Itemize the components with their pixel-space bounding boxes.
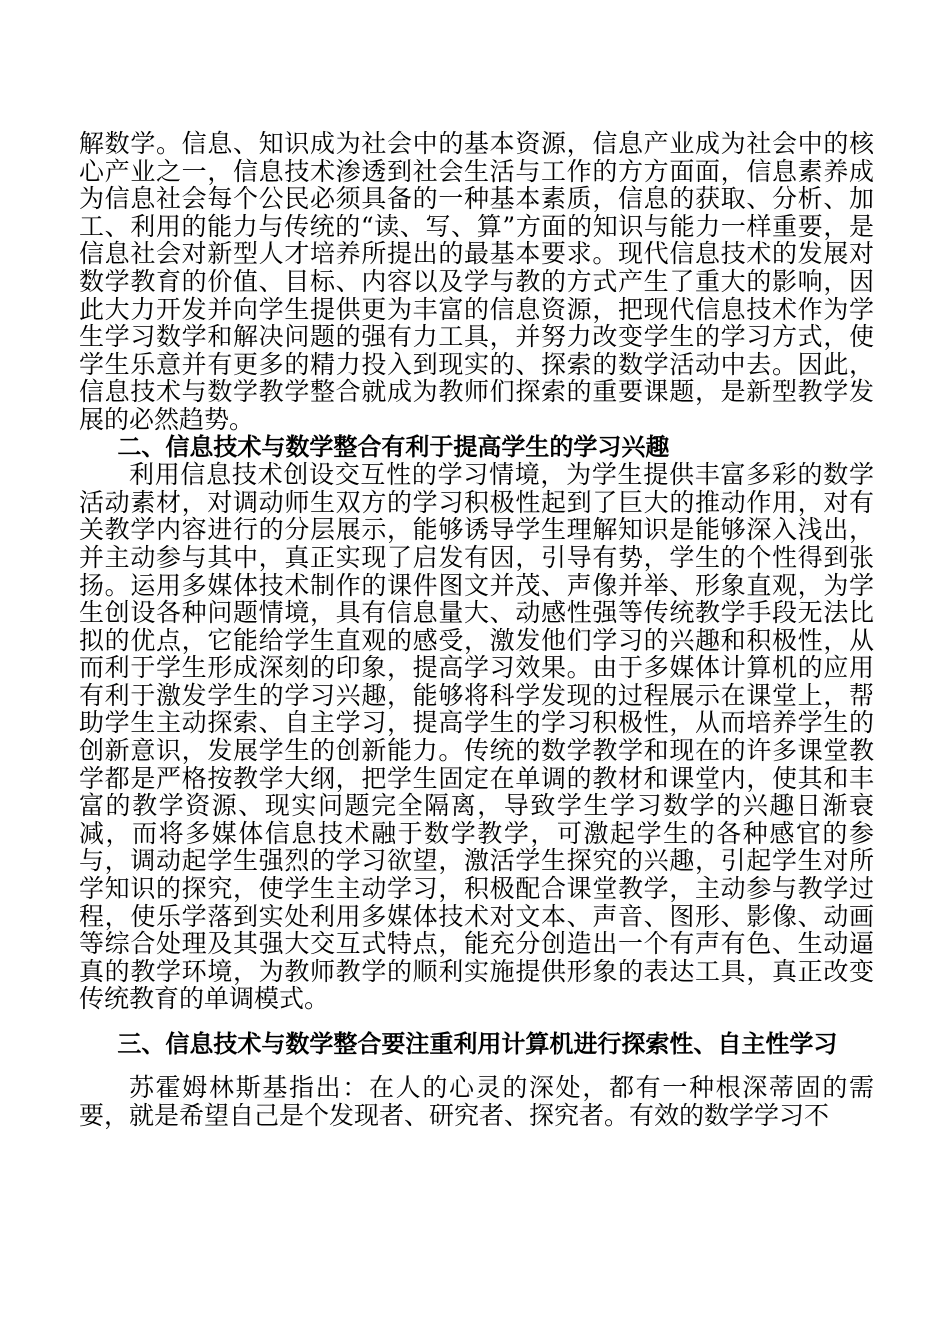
document-body <box>79 130 874 1129</box>
body-paragraph-3: 苏霍姆林斯基指出：在人的心灵的深处，都有一种根深蒂固的需要，就是希望自己是个发现者、研究者、探究者。有效的数学学习不 <box>79 1073 874 1130</box>
body-paragraph-2: 利用信息技术创设交互性的学习情境，为学生提供丰富多彩的数学活动素材，对调动师生双方的学习积极性起到了巨大的推动作用，对有关教学内容进行的分层展示，能够诱导学生理解知识是能够深入浅出，并主动参与其中，真正实现了启发有因，引导有势，学生的个性得到张扬。运用多媒体技术制作的课件图文并茂、声像并举、形象直观，为学生创设各种问题情境，具有信息量大、动感性强等传统教学手段无法比拟的优点，它能给学生直观的感受，激发他们学习的兴趣和积极性，从而利于学生形成深刻的印象，提高学习效果。由于多媒体计算机的应用有利于激发学生的学习兴趣，能够将科学发现的过程展示在课堂上，帮助学生主动探索、自主学习，提高学生的学习积极性，从而培养学生的创新意识，发展学生的创新能力。传统的数学教学和现在的许多课堂教学都是严格按教学大纲，把学生固定在单调的教材和课堂内，使其和丰富的教学资源、现实问题完全隔离，导致学生学习数学的兴趣日渐衰减，而将多媒体信息技术融于数学教学，可激起学生的各种感官的参与，调动起学生强烈的学习欲望，激活学生探究的兴趣，引起学生对所学知识的探究，使学生主动学习，积极配合课堂教学，主动参与教学过程，使乐学落到实处利用多媒体技术对文本、声音、图形、影像、动画等综合处理及其强大交互式特点，能充分创造出一个有声有色、生动逼真的教学环境，为教师教学的顺利实施提供形象的表达工具，真正改变传统教育的单调模式。 <box>79 460 874 1014</box>
body-paragraph-1: 解数学。信息、知识成为社会中的基本资源，信息产业成为社会中的核心产业之一，信息技术渗透到社会生活与工作的方方面面，信息素养成为信息社会每个公民必须具备的一种基本素质，信息的获取、分析、加工、利用的能力与传统的“读、写、算”方面的知识与能力一样重要，是信息社会对新型人才培养所提出的最基本要求。现代信息技术的发展对数学教育的价值、目标、内容以及学与教的方式产生了重大的影响，因此大力开发并向学生提供更为丰富的信息资源，把现代信息技术作为学生学习数学和解决问题的强有力工具，并努力改变学生的学习方式，使学生乐意并有更多的精力投入到现实的、探索的数学活动中去。因此，信息技术与数学教学整合就成为教师们探索的重要课题，是新型教学发展的必然趋势。 <box>79 129 874 434</box>
section-heading-3: 三、信息技术与数学整合要注重利用计算机进行探索性、自主性学习 <box>117 1030 838 1058</box>
section-heading-2: 二、信息技术与数学整合有利于提高学生的学习兴趣 <box>117 432 670 461</box>
